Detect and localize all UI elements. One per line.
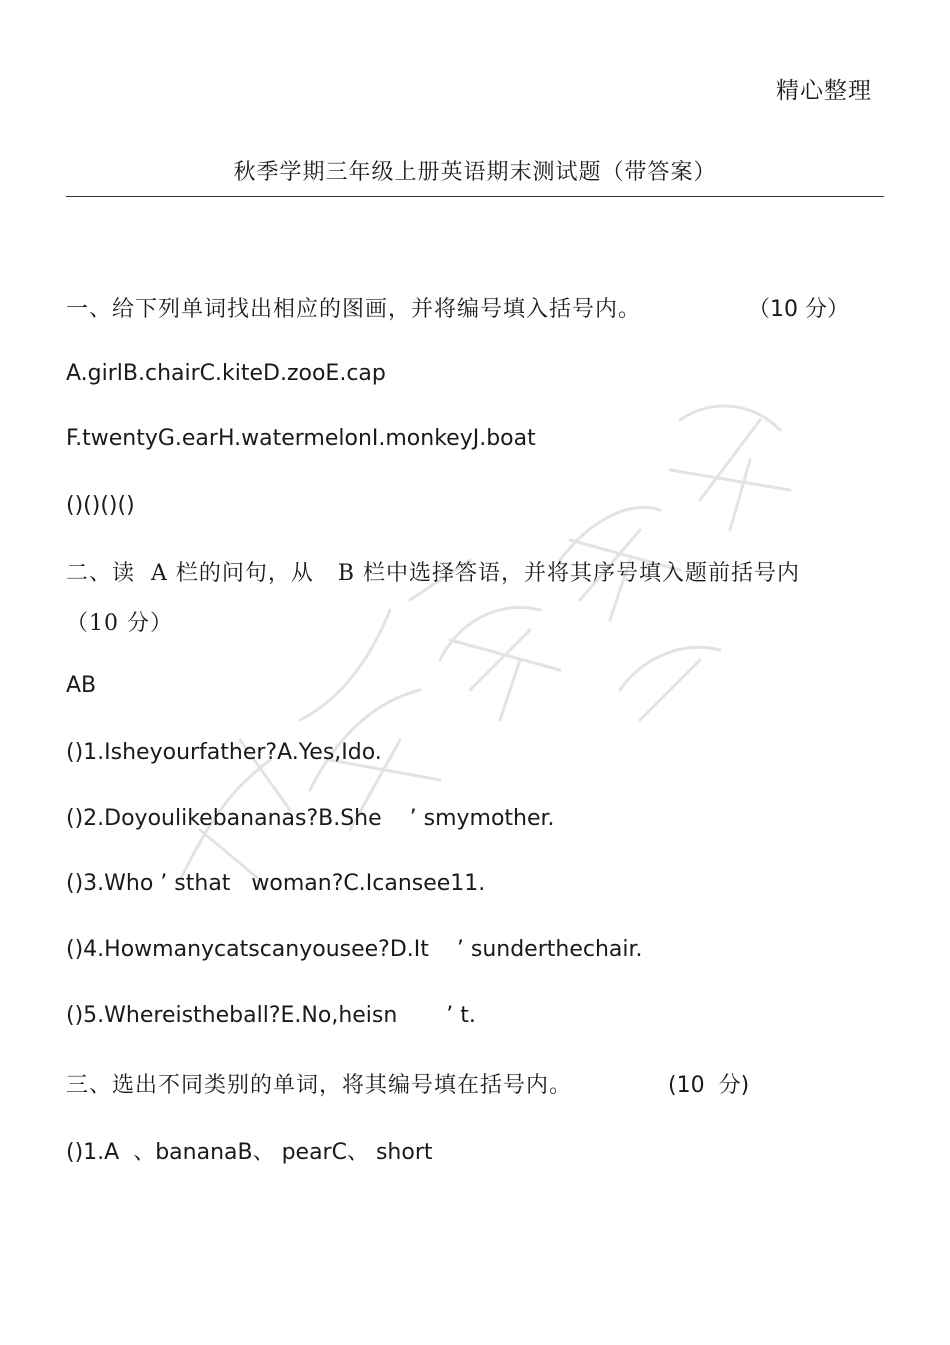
section2-column-labels: AB: [66, 673, 97, 698]
section1-score: （10 分）: [748, 297, 849, 322]
section3-heading: 三、选出不同类别的单词，将其编号填在括号内。: [66, 1073, 573, 1098]
section3-score: (10 分): [668, 1073, 750, 1098]
header-tag: 精心整理: [776, 78, 872, 104]
section2-heading-line2: （10 分）: [66, 611, 173, 636]
section2-heading-line1: 二、读 A 栏的问句，从 B 栏中选择答语，并将其序号填入题前括号内: [66, 561, 801, 586]
section2-item: ()4.Howmanycatscanyousee?D.It ’ sunderthechair.: [66, 937, 643, 962]
section1-word-list-2: F.twentyG.earH.watermelonI.monkeyJ.boat: [66, 426, 536, 451]
section2-item: ()3.Who ’ sthat woman?C.Icansee11.: [66, 871, 486, 896]
section3-item: ()1.A 、bananaB、 pearC、 short: [66, 1140, 433, 1165]
title-divider: [66, 196, 884, 197]
section2-item: ()2.Doyoulikebananas?B.She ’ smymother.: [66, 806, 555, 831]
section2-item: ()5.Whereistheball?E.No,heisn ’ t.: [66, 1003, 476, 1028]
section1-heading: 一、给下列单词找出相应的图画，并将编号填入括号内。: [66, 297, 642, 322]
section1-word-list-1: A.girlB.chairC.kiteD.zooE.cap: [66, 361, 386, 386]
section2-item: ()1.Isheyourfather?A.Yes,Ido.: [66, 740, 382, 765]
document-title: 秋季学期三年级上册英语期末测试题（带答案）: [233, 160, 717, 185]
section1-answer-blanks: ()()()(): [66, 493, 135, 518]
